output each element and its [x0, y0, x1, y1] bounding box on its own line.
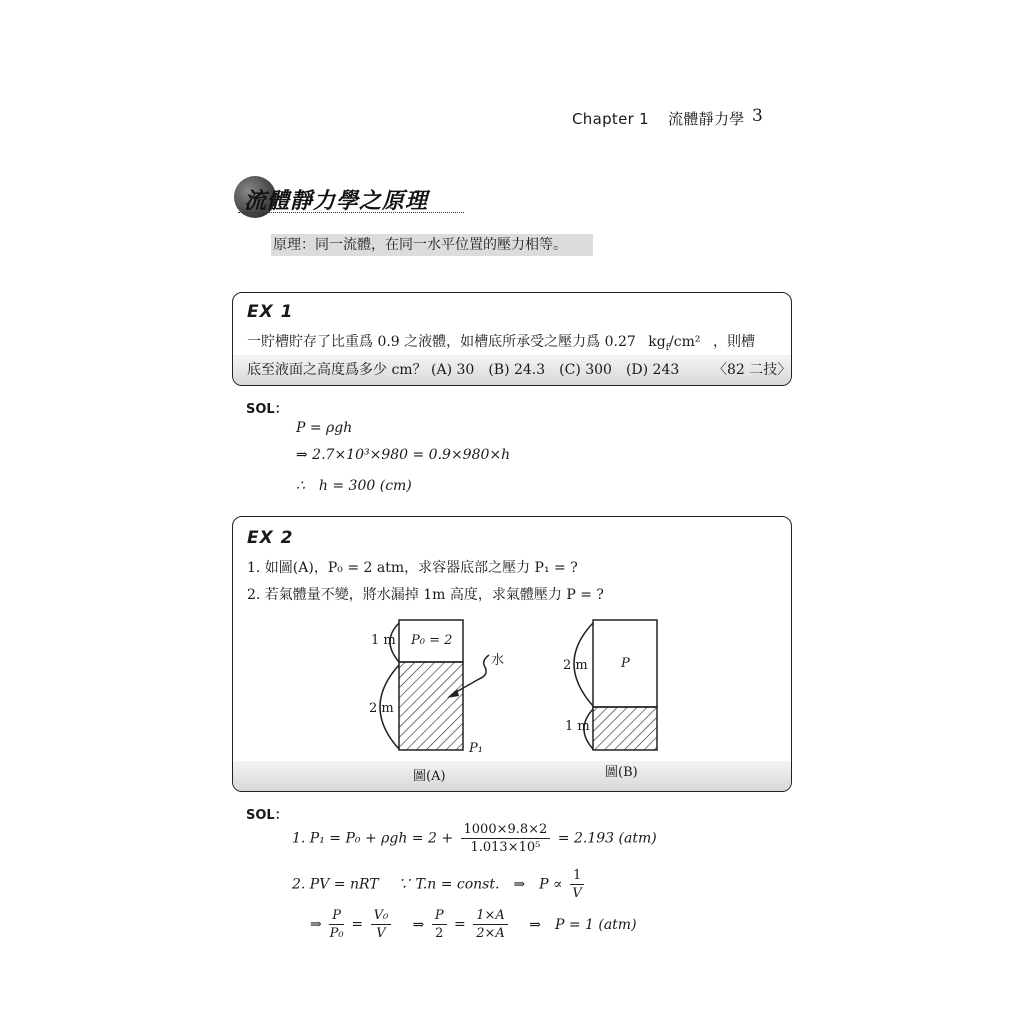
- fraction: $\frac{\text{V₀}}{V}$: [371, 908, 392, 941]
- tank-diagrams: [233, 517, 791, 791]
- exam-source: 〈82 二技〉: [713, 362, 792, 378]
- question-text-tail: ，則槽: [712, 334, 755, 350]
- example-question-line2: 底至液面之高度爲多少 cm？ (A) 30 (B) 24.3 (C) 300 (D) 243: [247, 362, 680, 378]
- tank-b-water: [593, 707, 657, 750]
- solution-line: 2. PV = nRT ∵ T.n = const. ⇒ P ∝ $\frac{1}{V}$: [292, 868, 587, 901]
- solution-label: SOL：: [246, 402, 288, 417]
- fraction: $\frac{1\times A}{2\times A}$: [473, 908, 508, 941]
- dimension-label: 2 m: [369, 701, 394, 716]
- running-header: [572, 108, 759, 129]
- solution-line: 1. P₁ = P₀ + ρgh = 2 + $\frac{1000\times 9.8\times 2}{\text{1.013×10⁵}}$ = 2.193 (atm): [292, 822, 657, 855]
- dimension-label: 1 m: [565, 719, 590, 734]
- question-text: 一貯槽貯存了比重爲 0.9 之液體，如槽底所承受之壓力爲 0.27: [247, 334, 636, 350]
- example-question-line1: [247, 331, 755, 353]
- example-box-1: [232, 292, 792, 386]
- solution-label: SOL：: [246, 808, 288, 823]
- gas-pressure-label: P₀ = 2: [411, 633, 453, 648]
- solution-line: P = ρgh: [296, 420, 353, 436]
- figure-caption: 圖(B): [605, 765, 638, 780]
- solution-line: ⇒ 2.7×10³×980 = 0.9×980×h: [296, 447, 511, 463]
- page-number: 3: [752, 106, 763, 126]
- example-box-2: [232, 516, 792, 792]
- chapter-label: Chapter 1: [572, 110, 649, 128]
- fraction: $\frac{P}{\text{P₀}}$: [329, 908, 344, 941]
- example-label: EX 2: [247, 528, 294, 548]
- gas-pressure-label: P: [621, 656, 630, 671]
- fraction: $\frac{1000\times 9.8\times 2}{\text{1.013×10⁵}}$: [461, 822, 551, 855]
- fraction: $\frac{P}{2}$: [432, 908, 447, 941]
- solution-line: ∴ h = 300 (cm): [296, 478, 412, 494]
- tank-a-water: [399, 662, 463, 750]
- unit: $kg_f$/cm²: [648, 334, 701, 353]
- principle-text: 原理：同一流體，在同一水平位置的壓力相等。: [271, 234, 593, 256]
- example-label: EX 1: [247, 302, 294, 322]
- example-question-2: 2. 若氣體量不變，將水漏掉 1m 高度，求氣體壓力 P = ?: [247, 587, 604, 603]
- section-underline: [238, 212, 464, 213]
- example-question-1: 1. 如圖(A)，P₀ = 2 atm，求容器底部之壓力 P₁ = ?: [247, 560, 578, 576]
- water-label: 水: [491, 653, 505, 668]
- figure-caption: 圖(A): [413, 769, 446, 784]
- solution-line: ⇒ $\frac{P}{\text{P₀}}$ = $\frac{\text{V₀}}{V}$ ⇒ $\frac{P}{2}$ = $\frac{1\times A}{2\times A}$ ⇒ P = 1 (atm): [310, 908, 637, 941]
- chapter-title: 流體靜力學: [668, 110, 745, 128]
- bottom-pressure-label: P₁: [469, 741, 483, 756]
- section-title: 流體靜力學之原理: [244, 189, 429, 214]
- dimension-label: 1 m: [371, 633, 396, 648]
- dimension-label: 2 m: [563, 658, 588, 673]
- fraction: $\frac{1}{V}$: [570, 868, 584, 901]
